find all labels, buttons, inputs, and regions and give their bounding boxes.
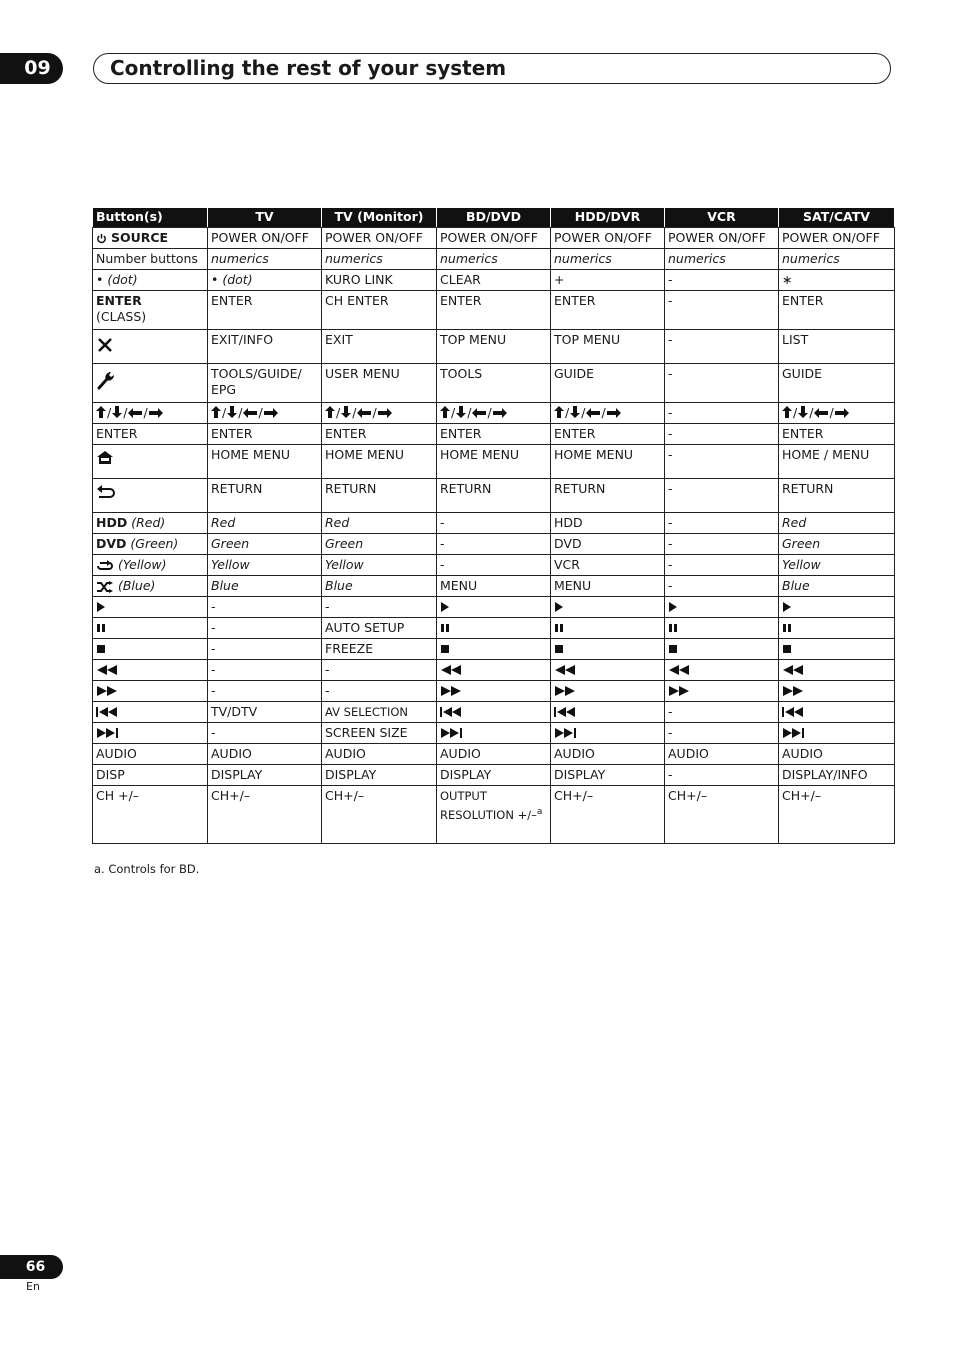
cell-tv: EXIT/INFO: [208, 330, 322, 364]
rewind-icon: [96, 662, 118, 677]
arrow-keys-icon: / / /: [96, 405, 163, 420]
cell-sat-catv: LIST: [779, 330, 895, 364]
chapter-title: Controlling the rest of your system: [93, 53, 891, 84]
table-row: [93, 445, 895, 479]
cell-tv-monitor: -: [322, 597, 437, 618]
skip-forward-icon: [554, 725, 576, 740]
cell-tv: TOOLS/GUIDE/ EPG: [208, 364, 322, 403]
cell-vcr: CH+/–: [665, 786, 779, 844]
skip-forward-icon: [782, 725, 804, 740]
cell-tv: -: [208, 660, 322, 681]
cell-sat-catv: ENTER: [779, 424, 895, 445]
table-row: [93, 291, 895, 330]
button-cell: AUDIO: [93, 744, 208, 765]
table-row: [93, 660, 895, 681]
cell-bd-dvd: DISPLAY: [437, 765, 551, 786]
cell-vcr: -: [665, 765, 779, 786]
cell-bd-dvd: numerics: [437, 249, 551, 270]
cell-tv-monitor: CH ENTER: [322, 291, 437, 330]
cell-sat-catv: AUDIO: [779, 744, 895, 765]
cell-tv-monitor: SCREEN SIZE: [322, 723, 437, 744]
cell-tv: TV/DTV: [208, 702, 322, 723]
button-cell: DISP: [93, 765, 208, 786]
table-row: [93, 639, 895, 660]
fast-forward-icon: [440, 683, 462, 698]
rewind-icon: [554, 662, 576, 677]
exit-x-icon: [96, 336, 114, 354]
arrow-keys-icon: / / /: [554, 405, 621, 420]
rewind-icon: [440, 662, 462, 677]
cell-bd-dvd: [437, 403, 551, 424]
button-sublabel: (Red): [131, 515, 166, 530]
cell-vcr: -: [665, 479, 779, 513]
cell-bd-dvd: -: [437, 513, 551, 534]
cell-vcr: [665, 660, 779, 681]
cell-bd-dvd: [437, 660, 551, 681]
button-cell: [93, 597, 208, 618]
col-header-hdd-dvr: HDD/DVR: [551, 208, 665, 228]
output-resolution-text: OUTPUT RESOLUTION +/–: [440, 789, 537, 822]
button-sublabel: (Green): [130, 536, 179, 551]
cell-bd-dvd: POWER ON/OFF: [437, 228, 551, 249]
cell-vcr: numerics: [665, 249, 779, 270]
cell-vcr: -: [665, 576, 779, 597]
col-header-vcr: VCR: [665, 208, 779, 228]
button-cell: [93, 330, 208, 364]
button-cell: [93, 723, 208, 744]
cell-sat-catv: Blue: [779, 576, 895, 597]
button-cell: [93, 513, 208, 534]
col-header-sat-catv: SAT/CATV: [779, 208, 895, 228]
cell-hdd-dvr: VCR: [551, 555, 665, 576]
stop-icon: [96, 641, 106, 656]
cell-sat-catv: CH+/–: [779, 786, 895, 844]
cell-sat-catv: [779, 660, 895, 681]
pause-icon: [668, 620, 678, 635]
cell-bd-dvd: [437, 681, 551, 702]
cell-vcr: [665, 681, 779, 702]
cell-tv: -: [208, 597, 322, 618]
cell-hdd-dvr: TOP MENU: [551, 330, 665, 364]
cell-sat-catv: RETURN: [779, 479, 895, 513]
table-row: [93, 597, 895, 618]
cell-hdd-dvr: GUIDE: [551, 364, 665, 403]
fast-forward-icon: [96, 683, 118, 698]
stop-icon: [782, 641, 792, 656]
cell-sat-catv: [779, 639, 895, 660]
table-row: [93, 576, 895, 597]
wrench-icon: [96, 369, 116, 391]
cell-vcr: -: [665, 513, 779, 534]
table-row: [93, 786, 895, 844]
fast-forward-icon: [668, 683, 690, 698]
cell-tv-monitor: Red: [322, 513, 437, 534]
cell-vcr: -: [665, 270, 779, 291]
table-header-row: [93, 208, 895, 228]
cell-sat-catv: [779, 681, 895, 702]
cell-tv-monitor: AUDIO: [322, 744, 437, 765]
cell-bd-dvd: RETURN: [437, 479, 551, 513]
language-code: En: [26, 1280, 40, 1293]
fast-forward-icon: [782, 683, 804, 698]
cell-vcr: [665, 597, 779, 618]
skip-forward-icon: [96, 725, 118, 740]
cell-tv: AUDIO: [208, 744, 322, 765]
cell-tv: -: [208, 618, 322, 639]
cell-bd-dvd: -: [437, 555, 551, 576]
power-icon: [96, 233, 107, 244]
cell-tv: -: [208, 639, 322, 660]
button-sublabel: (Yellow): [117, 557, 167, 572]
button-cell: Number buttons: [93, 249, 208, 270]
cell-hdd-dvr: HDD: [551, 513, 665, 534]
button-cell: [93, 576, 208, 597]
button-cell: [93, 228, 208, 249]
cell-hdd-dvr: ENTER: [551, 424, 665, 445]
button-sublabel: (Blue): [117, 578, 156, 593]
table-row: [93, 364, 895, 403]
cell-hdd-dvr: MENU: [551, 576, 665, 597]
cell-tv: RETURN: [208, 479, 322, 513]
table-row: [93, 403, 895, 424]
cell-bd-dvd: HOME MENU: [437, 445, 551, 479]
button-cell: [93, 660, 208, 681]
cell-vcr: -: [665, 424, 779, 445]
table-row: [93, 765, 895, 786]
cell-tv-monitor: EXIT: [322, 330, 437, 364]
table-row: [93, 479, 895, 513]
cell-sat-catv: numerics: [779, 249, 895, 270]
cell-tv-monitor: [322, 403, 437, 424]
cell-sat-catv: [779, 723, 895, 744]
table-row: [93, 249, 895, 270]
cell-sat-catv: Red: [779, 513, 895, 534]
arrow-keys-icon: / / /: [782, 405, 849, 420]
table-row: [93, 270, 895, 291]
table-row: [93, 618, 895, 639]
cell-bd-dvd: TOP MENU: [437, 330, 551, 364]
cell-vcr: -: [665, 445, 779, 479]
skip-back-icon: [96, 704, 118, 719]
cell-tv-monitor: RETURN: [322, 479, 437, 513]
cell-hdd-dvr: [551, 618, 665, 639]
repeat-icon: [96, 560, 114, 572]
page-number: 66: [0, 1255, 63, 1279]
table-row: [93, 330, 895, 364]
table-row: [93, 534, 895, 555]
cell-tv: DISPLAY: [208, 765, 322, 786]
cell-hdd-dvr: [551, 681, 665, 702]
cell-tv-monitor: Yellow: [322, 555, 437, 576]
cell-vcr: [665, 618, 779, 639]
rewind-icon: [668, 662, 690, 677]
cell-bd-dvd: [437, 639, 551, 660]
table-row: [93, 681, 895, 702]
skip-back-icon: [782, 704, 804, 719]
cell-tv-monitor: USER MENU: [322, 364, 437, 403]
play-icon: [554, 599, 564, 614]
cell-tv-monitor: HOME MENU: [322, 445, 437, 479]
cell-hdd-dvr: DVD: [551, 534, 665, 555]
cell-bd-dvd: MENU: [437, 576, 551, 597]
cell-vcr: -: [665, 555, 779, 576]
skip-forward-icon: [440, 725, 462, 740]
button-label: ENTER: [96, 293, 142, 308]
cell-hdd-dvr: HOME MENU: [551, 445, 665, 479]
fast-forward-icon: [554, 683, 576, 698]
cell-hdd-dvr: +: [551, 270, 665, 291]
pause-icon: [96, 620, 106, 635]
table-row: [93, 228, 895, 249]
col-header-buttons: Button(s): [93, 208, 208, 228]
cell-tv-monitor: FREEZE: [322, 639, 437, 660]
button-cell: [93, 618, 208, 639]
cell-tv: POWER ON/OFF: [208, 228, 322, 249]
arrow-keys-icon: / / /: [325, 405, 392, 420]
cell-hdd-dvr: [551, 597, 665, 618]
button-cell: [93, 445, 208, 479]
button-cell: • (dot): [93, 270, 208, 291]
table-footnote: a. Controls for BD.: [94, 862, 200, 876]
col-header-bd-dvd: BD/DVD: [437, 208, 551, 228]
cell-hdd-dvr: RETURN: [551, 479, 665, 513]
cell-tv: Blue: [208, 576, 322, 597]
cell-vcr: POWER ON/OFF: [665, 228, 779, 249]
cell-tv: numerics: [208, 249, 322, 270]
table-row: [93, 744, 895, 765]
table-row: [93, 702, 895, 723]
cell-bd-dvd: ENTER: [437, 291, 551, 330]
play-icon: [96, 599, 106, 614]
cell-hdd-dvr: [551, 723, 665, 744]
cell-bd-dvd: TOOLS: [437, 364, 551, 403]
skip-back-icon: [440, 704, 462, 719]
cell-tv-monitor: AUTO SETUP: [322, 618, 437, 639]
cell-sat-catv: ENTER: [779, 291, 895, 330]
table-row: [93, 513, 895, 534]
cell-tv: Red: [208, 513, 322, 534]
cell-hdd-dvr: POWER ON/OFF: [551, 228, 665, 249]
play-icon: [440, 599, 450, 614]
cell-bd-dvd: ENTER: [437, 424, 551, 445]
chapter-number: 09: [0, 53, 63, 84]
pause-icon: [554, 620, 564, 635]
button-cell: CH +/–: [93, 786, 208, 844]
cell-sat-catv: Green: [779, 534, 895, 555]
cell-bd-dvd: [437, 618, 551, 639]
cell-tv: • (dot): [208, 270, 322, 291]
button-cell: [93, 403, 208, 424]
cell-bd-dvd: [437, 786, 551, 844]
arrow-keys-icon: / / /: [211, 405, 278, 420]
cell-vcr: [665, 639, 779, 660]
cell-vcr: AUDIO: [665, 744, 779, 765]
button-label: SOURCE: [110, 230, 169, 245]
arrow-keys-icon: / / /: [440, 405, 507, 420]
cell-tv-monitor: numerics: [322, 249, 437, 270]
button-cell: ENTER: [93, 424, 208, 445]
cell-tv-monitor: -: [322, 681, 437, 702]
cell-tv: -: [208, 723, 322, 744]
cell-sat-catv: DISPLAY/INFO: [779, 765, 895, 786]
cell-sat-catv: [779, 403, 895, 424]
cell-sat-catv: ∗: [779, 270, 895, 291]
cell-tv-monitor: KURO LINK: [322, 270, 437, 291]
cell-bd-dvd: CLEAR: [437, 270, 551, 291]
cell-tv-monitor: AV SELECTION: [322, 702, 437, 723]
button-label: HDD: [96, 515, 128, 530]
button-cell: [93, 639, 208, 660]
cell-vcr: -: [665, 330, 779, 364]
cell-hdd-dvr: numerics: [551, 249, 665, 270]
cell-tv: HOME MENU: [208, 445, 322, 479]
cell-tv: ENTER: [208, 424, 322, 445]
cell-vcr: -: [665, 723, 779, 744]
cell-sat-catv: [779, 597, 895, 618]
cell-hdd-dvr: DISPLAY: [551, 765, 665, 786]
button-cell: [93, 702, 208, 723]
cell-vcr: -: [665, 364, 779, 403]
table-row: [93, 555, 895, 576]
cell-tv: ENTER: [208, 291, 322, 330]
cell-tv: CH+/–: [208, 786, 322, 844]
cell-vcr: -: [665, 534, 779, 555]
button-cell: [93, 291, 208, 330]
cell-tv-monitor: DISPLAY: [322, 765, 437, 786]
cell-vcr: -: [665, 291, 779, 330]
cell-bd-dvd: [437, 702, 551, 723]
table-row: [93, 723, 895, 744]
cell-tv: Yellow: [208, 555, 322, 576]
button-cell: [93, 534, 208, 555]
cell-tv-monitor: Green: [322, 534, 437, 555]
button-cell: [93, 681, 208, 702]
cell-bd-dvd: [437, 723, 551, 744]
cell-tv-monitor: Blue: [322, 576, 437, 597]
button-cell: [93, 555, 208, 576]
cell-sat-catv: Yellow: [779, 555, 895, 576]
pause-icon: [782, 620, 792, 635]
cell-hdd-dvr: [551, 639, 665, 660]
cell-hdd-dvr: [551, 403, 665, 424]
cell-bd-dvd: AUDIO: [437, 744, 551, 765]
rewind-icon: [782, 662, 804, 677]
cell-tv: [208, 403, 322, 424]
cell-hdd-dvr: [551, 702, 665, 723]
stop-icon: [668, 641, 678, 656]
footnote-marker: a: [536, 807, 543, 817]
cell-sat-catv: POWER ON/OFF: [779, 228, 895, 249]
control-table: [92, 207, 895, 844]
button-sublabel: (CLASS): [96, 309, 147, 324]
cell-sat-catv: HOME / MENU: [779, 445, 895, 479]
home-icon: [96, 450, 114, 466]
cell-vcr: -: [665, 702, 779, 723]
stop-icon: [440, 641, 450, 656]
pause-icon: [440, 620, 450, 635]
stop-icon: [554, 641, 564, 656]
cell-bd-dvd: [437, 597, 551, 618]
cell-hdd-dvr: AUDIO: [551, 744, 665, 765]
button-cell: [93, 479, 208, 513]
return-icon: [96, 484, 116, 500]
cell-sat-catv: [779, 618, 895, 639]
col-header-tv-monitor: TV (Monitor): [322, 208, 437, 228]
button-label: DVD: [96, 536, 127, 551]
play-icon: [782, 599, 792, 614]
cell-hdd-dvr: ENTER: [551, 291, 665, 330]
play-icon: [668, 599, 678, 614]
cell-tv-monitor: -: [322, 660, 437, 681]
cell-tv-monitor: POWER ON/OFF: [322, 228, 437, 249]
cell-hdd-dvr: [551, 660, 665, 681]
cell-tv-monitor: ENTER: [322, 424, 437, 445]
cell-vcr: -: [665, 403, 779, 424]
cell-bd-dvd: -: [437, 534, 551, 555]
cell-hdd-dvr: CH+/–: [551, 786, 665, 844]
cell-tv: Green: [208, 534, 322, 555]
cell-sat-catv: [779, 702, 895, 723]
cell-sat-catv: GUIDE: [779, 364, 895, 403]
col-header-tv: TV: [208, 208, 322, 228]
skip-back-icon: [554, 704, 576, 719]
table-row: [93, 424, 895, 445]
button-cell: [93, 364, 208, 403]
shuffle-icon: [96, 581, 114, 593]
cell-tv: -: [208, 681, 322, 702]
cell-tv-monitor: CH+/–: [322, 786, 437, 844]
